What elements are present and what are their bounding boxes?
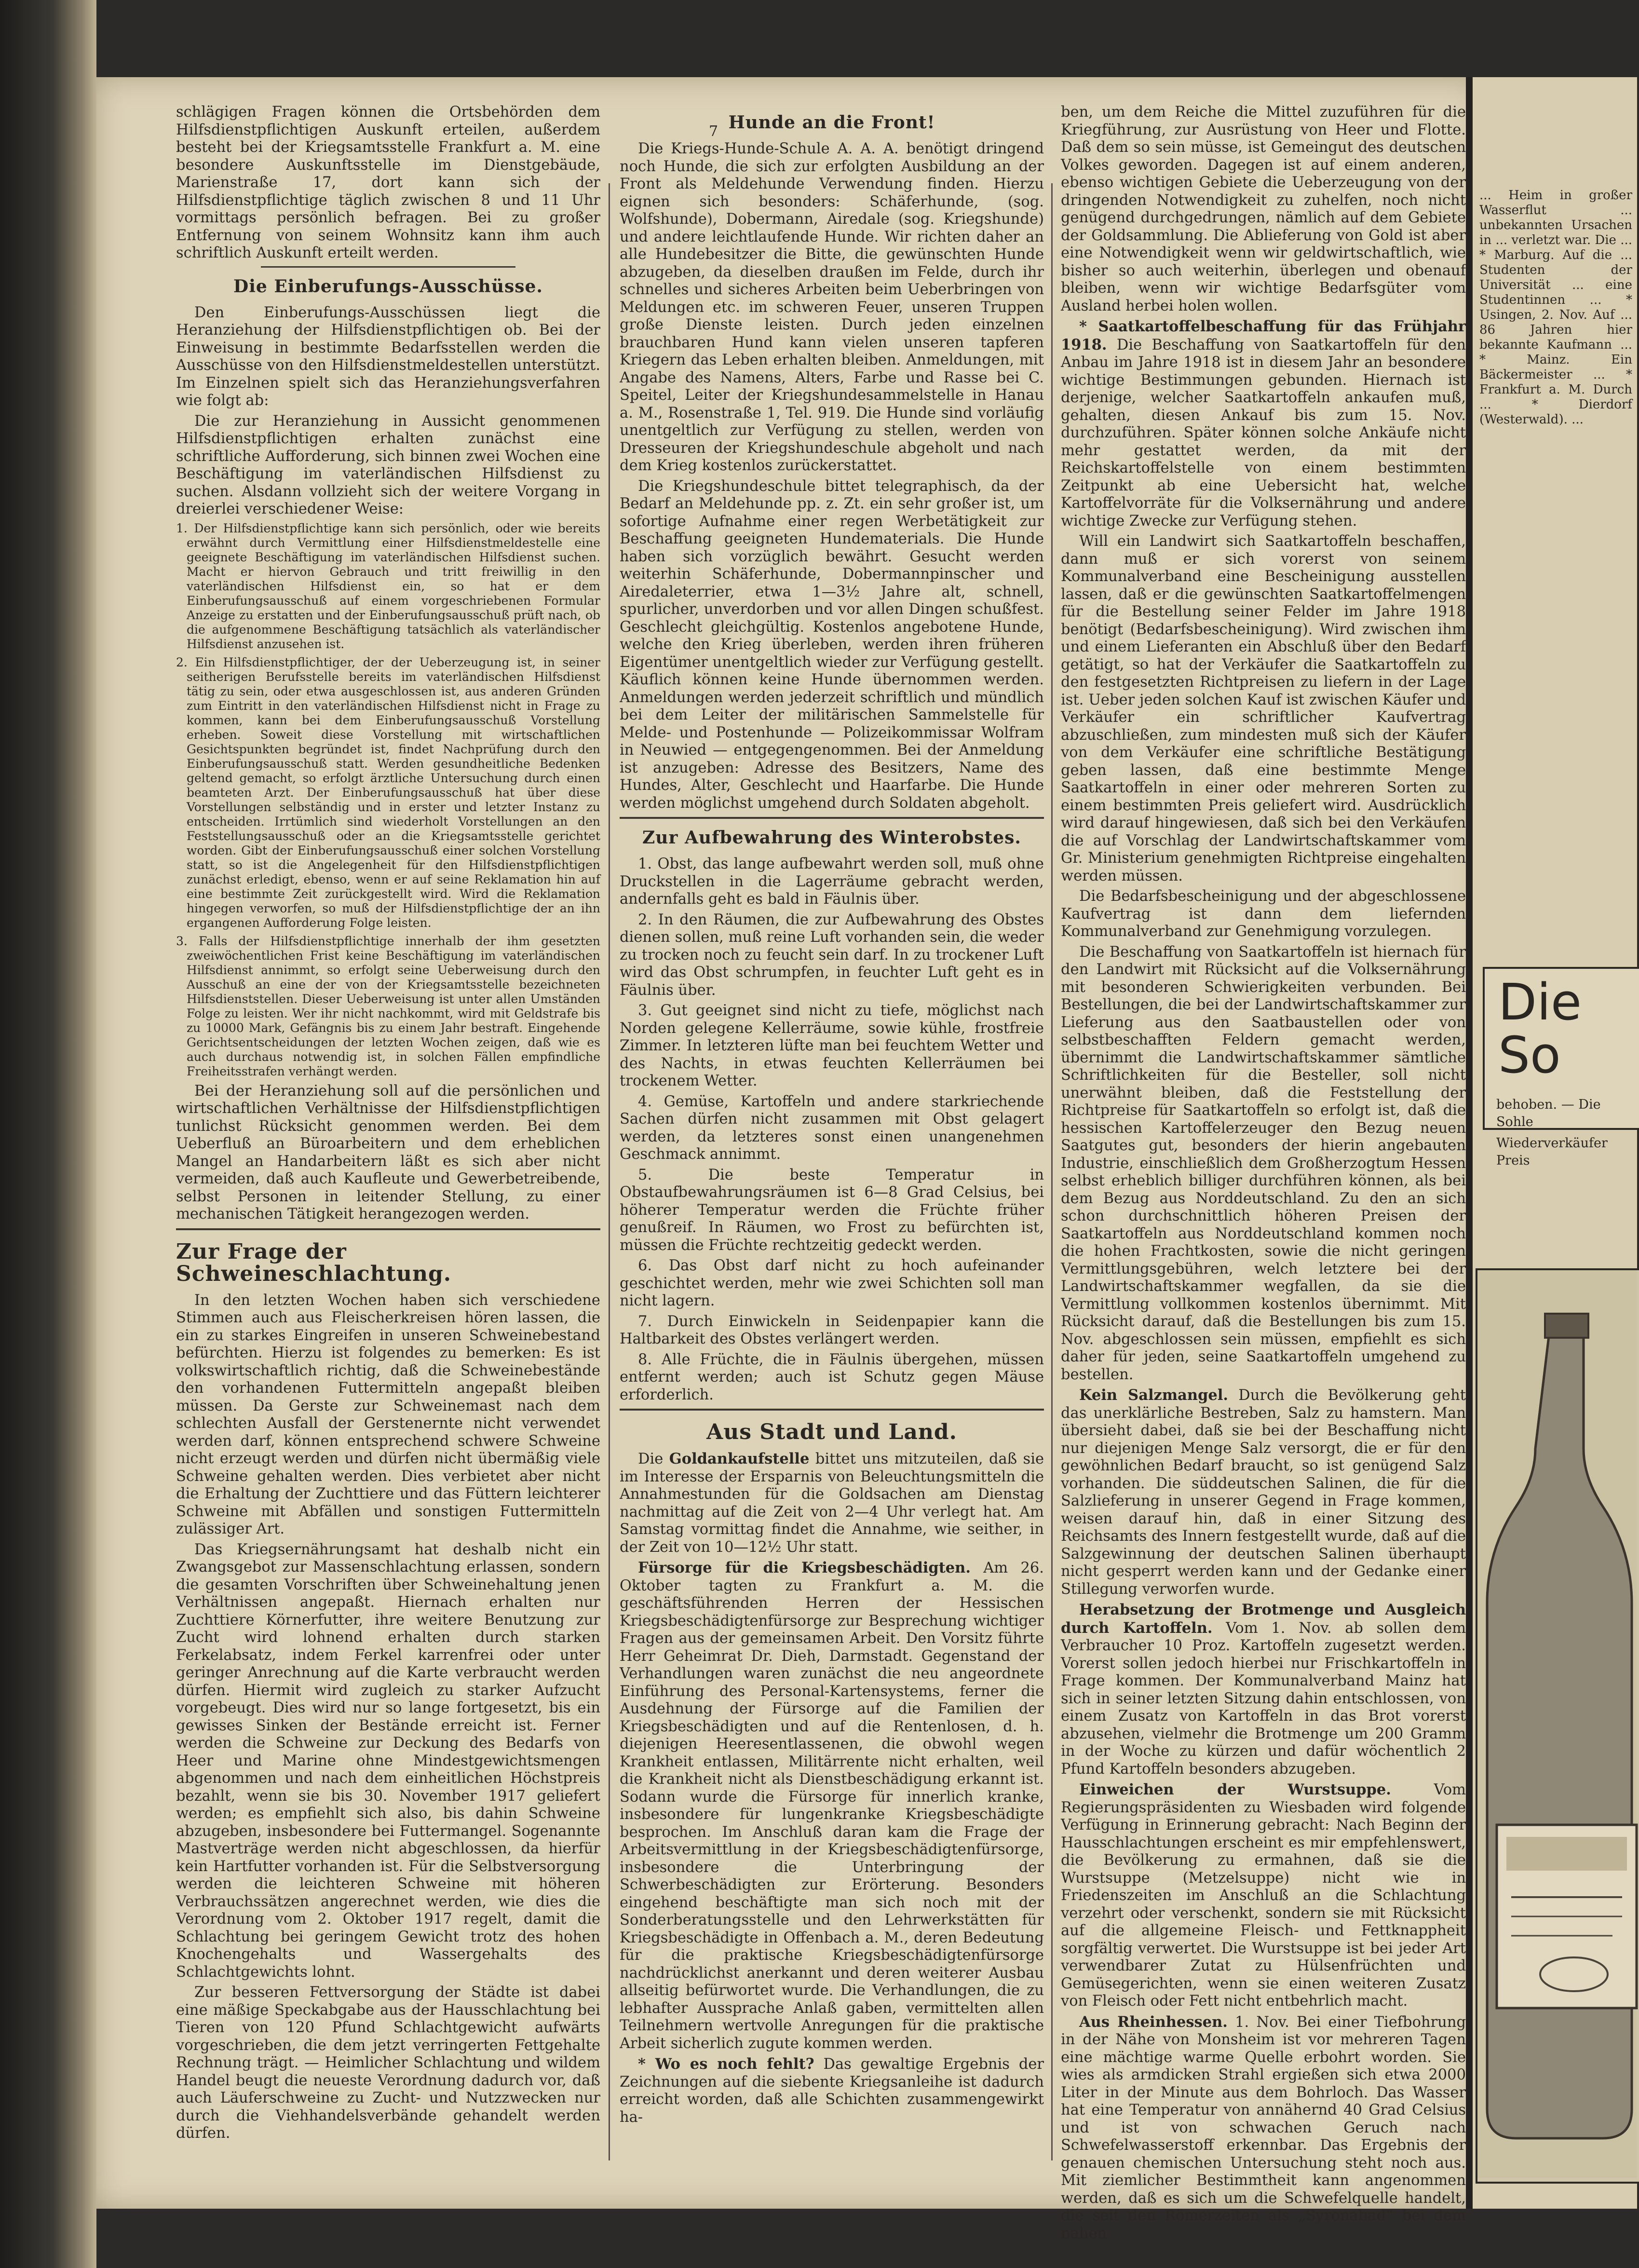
article-text: Das Kriegsernährungsamt hat deshalb nicht ein Zwangsgebot zur Massenschlachtung erlassen, sondern die gesamten Vorschriften über Schweinehaltung jenen Verhältnissen angepaßt. Hiernach erhalten nur Zuchttiere Körnerfutter, ihre weitere Benutzung zur Zucht wird lohnend erhalten durch starken Ferkelabsatz, indem Ferkel karrenfrei oder unter geringer Anrechnung auf die Karte verbraucht werden dürfen. Hiermit wird zugleich zu starker Aufzucht vorgebeugt. Dies wird nur so lange fortgesetzt, bis ein gewisses Sinken der Bestände erreicht ist. Ferner werden die Schweine zur Deckung des Bedarfs von Heer und Marine ohne Mindestgewichtsmengen abgenommen und nach dem einheitlichen Höchstpreis bezahlt, wenn sie bis 30. November 1917 geliefert werden; es empfiehlt sich also, bis dahin Schweine abzugeben, insbesondere bei Futtermangel. Sogenannte Mastverträge werden nicht abgeschlossen, da hierfür kein Hartfutter vorhanden ist. Für die Selbstversorgung werden die leichteren Schweine mit höheren Verbrauchssätzen angerechnet werden, wie dies die Verordnung vom 2. Oktober 1917 regelt, damit die Schlachtung bei geringem Gewicht trotz des hohen Knochengehalts und Wassergehalts des Schlachtgewichts lohnt. [176,1541,600,1981]
article-text: ben, um dem Reiche die Mittel zuzuführen für die Kriegführung, zur Ausrüstung von Heer und Flotte. Daß dem so sein müsse, ist Gemeingut des deutschen Volkes geworden. Dagegen ist auf einem anderen, ebenso wichtigen Gebiete die Ueberzeugung von der dringenden Notwendigkeit zu zuhelfen, noch nicht genügend durchgedrungen, nämlich auf dem Gebiete der Goldsammlung. Die Ablieferung von Gold ist aber eine Notwendigkeit wenn wir geldwirtschaftlich, wie bisher so auch weiterhin, überlegen und obenauf bleiben, wenn wir wichtige Bedarfsgüter vom Ausland herbei holen wollen. [1061,104,1466,314]
article-text: 5. Die beste Temperatur in Obstaufbewahrungsräumen ist 6—8 Grad Celsius, bei höherer Temperatur werden die Früchte früher genußreif. In Räumen, wo Frost zu befürchten ist, müssen die Früchte rechtzeitig gedeckt werden. [620,1166,1044,1254]
article-text: Die Goldankaufstelle bittet uns mitzuteilen, daß sie im Interesse der Ersparnis von Beleuchtungsmitteln die Annahmestunden für die Goldsachen am Dienstag nachmittag auf die Zeit von 2—4 Uhr verlegt hat. Am Samstag vormittag findet die Annahme, wie seither, in der Zeit von 10—12½ Uhr statt. [620,1450,1044,1556]
list-item: 2. Ein Hilfsdienstpflichtiger, der der Ueberzeugung ist, in seiner seitherigen Berufsstelle bereits im vaterländischen Hilfsdienst tätig zu sein, oder etwa ausgeschlossen ist, aus anderen Gründen zum Eintritt in den vaterländischen Hilfsdienst nicht in Frage zu kommen, kann bei dem Einberufungsausschuß Vorstellung erheben. Soweit diese Vorstellung mit wirtschaftlichen Gesichtspunkten begründet ist, findet Nachprüfung durch den Einberufungsausschuß statt. Werden gesundheitliche Bedenken geltend gemacht, so erfolgt ärztliche Untersuchung durch einen beamteten Arzt. Der Einberufungsausschuß hat über diese Vorstellungen selbständig und in erster und letzter Instanz zu entscheiden. Irrtümlich sind wiederholt Vorstellungen an den Feststellungsausschuß oder an die Kriegsamtsstelle gerichtet worden. Gibt der Einberufungsausschuß einer solchen Vorstellung statt, so ist die Angelegenheit für den Hilfsdienstpflichtigen zunächst erledigt, ebenso, wenn er auf seine Reklamation hin auf eine bestimmte Zeit zurückgestellt wird. Wird die Reklamation hingegen verworfen, so muß der Hilfsdienstpflichtige der an ihn ergangenen Aufforderung Folge leisten. [176,655,600,930]
advertisement-text: Wiederverkäufer Preis [1496,1136,1608,1168]
article-text: Die Beschaffung von Saatkartoffeln ist hiernach für den Landwirt mit Rücksicht auf die Volksernährung mit besonderen Schwierigkeiten verbunden. Bei Bestellungen, die bei der Landwirtschaftskammer zur Lieferung aus den Saatbaustellen oder von selbstbeschafften Feldern gemacht werden, übernimmt die Landwirtschaftskammer sämtliche Schriftlichkeiten für die Besteller, soll nicht unerwähnt bleiben, daß die Feststellung der Richtpreise für Saatkartoffeln so erfolgt ist, daß die hessischen Kartoffelerzeuger den Bezug neuen Saatgutes gut, besonders der hierin angebauten Industrie, einschließlich dem Großherzogtum Hessen selbst erheblich billiger durchführen können, als bei dem Bezug aus Norddeutschland. Zu den an sich schon durchschnittlich höheren Preisen der Saatkartoffeln aus Norddeutschland kommen noch die hohen Frachtkosten, sowie die nicht geringen Vermittlungsgebühren, welch letztere bei der Landwirtschaftskammer wegfallen, da sie die Vermittlung vollkommen kostenlos übernimmt. Mit Rücksicht darauf, daß die Bestellungen bis zum 15. Nov. abgeschlossen sein müssen, empfiehlt es sich daher für jeden, seine Saatkartoffeln umgehend zu bestellen. [1061,943,1466,1383]
advertisement-headline: Die So [1498,973,1582,1085]
article-text: 2. In den Räumen, die zur Aufbewahrung des Obstes dienen sollen, muß reine Luft vorhanden sein, die weder zu trocken noch zu feucht sein darf. In zu trockener Luft wird das Obst schrumpfen, in feuchter Luft geht es in Fäulnis über. [620,911,1044,999]
article-text: Den Einberufungs-Ausschüssen liegt die Heranziehung der Hilfsdienstpflichtigen ob. Bei der Einweisung in bestimmte Bedarfsstellen werden die Ausschüsse von den Hilfsdienstmeldestellen unterstützt. Im Einzelnen spielt sich das Heranziehungsverfahren wie folgt ab: [176,304,600,409]
article-heading: Aus Stadt und Land. [706,1420,957,1444]
bottle-illustration-icon [1477,1270,1637,2178]
article-text: Zur besseren Fettversorgung der Städte ist dabei eine mäßige Speckabgabe aus der Hausschlachtung bei Tieren von 120 Pfund Schlachtgewicht aufwärts vorgeschrieben, die dem jetzt verringerten Fettgehalte Rechnung trägt. — Heimlicher Schlachtung und wildem Handel beugt die neueste Verordnung dadurch vor, daß auch Läuferschweine zu Zucht- und Nutzzwecken nur durch die Viehhandelsverbände gehandelt werden dürfen. [176,1984,600,2142]
article-heading: Zur Frage der Schweineschlachtung. [176,1239,452,1286]
article-text: 4. Gemüse, Kartoffeln und andere starkriechende Sachen dürfen nicht zusammen mit Obst gelagert werden, da letzteres sonst einen unangenehmen Geschmack annimmt. [620,1093,1044,1163]
advertisement-text: behoben. — Die Sohle [1496,1097,1601,1129]
binding-shadow [0,0,96,2268]
article-text: In den letzten Wochen haben sich verschiedene Stimmen auch aus Fleischerkreisen hören lassen, die ein zu starkes Eingreifen in unseren Schweinebestand befürchten. Hierzu ist folgendes zu bemerken: Es ist volkswirtschaftlich richtig, daß die Schweinebestände den vorhandenen Futtermitteln angepaßt bleiben müssen. Da Gerste zur Schweinemast nach dem schlechten Ausfall der Gerstenernte nicht verwendet werden darf, können entsprechend schwere Schweine nicht erzeugt werden und dürfen nicht übermäßig viele Schweine gehalten werden. Dies verbietet aber nicht die Erhaltung der Zuchttiere und das Füttern leichterer Schweine mit Abfällen und sonstigen Futtermitteln zulässiger Art. [176,1291,600,1537]
article-heading: Zur Aufbewahrung des Winterobstes. [642,828,1021,848]
divider [176,1228,600,1230]
column-rule [609,183,610,2160]
article-text: Kein Salzmangel. Durch die Bevölkerung geht das unerklärliche Bestreben, Salz zu hamstern. Man übersieht dabei, daß sie bei der Beschaffung nicht nur diejenigen Menge Salz versorgt, die er für den gewöhnlichen Bedarf braucht, so ist genügend Salz vorhanden. Die süddeutschen Salinen, die für die Salzlieferung in unserer Gegend in Frage kommen, weisen darauf hin, daß in einer Sitzung des Reichsamts des Innern festgestellt wurde, daß auf die Salzgewinnung der deutschen Salinen überhaupt nicht gesperrt werden kann und der Gedanke einer Stillegung verworfen wurde. [1061,1386,1466,1598]
article-text: 3. Gut geeignet sind nicht zu tiefe, möglichst nach Norden gelegene Kellerräume, sowie kühle, frostfreie Zimmer. In letzteren lüfte man bei feuchtem Wetter und des Nachts, in etwas feuchten Kellerräumen bei trockenem Wetter. [620,1002,1044,1089]
article-text: * Saatkartoffelbeschaffung für das Frühjahr 1918. Die Beschaffung von Saatkartoffeln für den Anbau im Jahre 1918 ist in diesem Jahr an besondere wichtige Bestimmungen gebunden. Hiernach ist derjenige, welcher Saatkartoffeln ankaufen muß, gehalten, diesen Ankauf bis zum 15. Nov. durchzuführen. Später können solche Ankäufe nicht mehr gestattet werden, da mit der Reichskartoffelstelle von einem bestimmten Zeitpunkt ab eine Uebersicht hat, welche Kartoffelvorräte für die Volksernährung und andere wichtige Zwecke zur Verfügung stehen. [1061,318,1466,530]
article-text: Fürsorge für die Kriegsbeschädigten. Am 26. Oktober tagten zu Frankfurt a. M. die geschäftsführenden Herren der Hessischen Kriegsbeschädigtenfürsorge zur Besprechung wichtiger Fragen aus der gemeinsamen Arbeit. Den Vorsitz führte Herr Geheimrat Dr. Dieh, Darmstadt. Gegenstand der Verhandlungen waren zunächst die neu angeordnete Einführung des Personal-Kartensystems, ferner die Ausdehnung der Fürsorge auf die Familien der Kriegsbeschädigten und auf die Rentenlosen, d. h. diejenigen Heeresentlassenen, die obwohl wegen Krankheit entlassen, Militärrente nicht erhalten, weil die Krankheit nicht als Dienstbeschädigung erkannt ist. Sodann wurde die Fürsorge für innerlich kranke, insbesondere für lungenkranke Kriegsbeschädigte besprochen. Im Anschluß daran kam die Frage der Arbeitsvermittlung in der Kriegsbeschädigtenfürsorge, insbesondere die Unterbringung der Schwerbeschädigten zur Erörterung. Besonders eingehend beschäftigte man sich noch mit der Sonderberatungsstelle und den Lehrwerkstätten für Kriegsbeschädigte in Offenbach a. M., deren Bedeutung für die praktische Kriegsbeschädigtenfürsorge nachdrücklichst anerkannt und deren weiterer Ausbau allseitig befürwortet wurde. Die Verhandlungen, die zu lebhafter Aussprache Anlaß gaben, vermittelten allen Teilnehmern wertvolle Anregungen für die praktische Arbeit sicherlich zugute kommen werden. [620,1559,1044,2052]
article-text: Einweichen der Wurstsuppe. Vom Regierungspräsidenten zu Wiesbaden wird folgende Verfügung in Erinnerung gebracht: Nach Beginn der Hausschlachtungen erscheint es mir empfehlenswert, die Bevölkerung zu ermahnen, daß sie die Wurstsuppe (Metzelsuppe) nicht wie in Friedenszeiten im Anschluß an die Schlachtung verzehrt oder verschenkt, sondern sie mit Rücksicht auf die allgemeine Fleisch- und Fettknappheit sorgfältig verwertet. Die Wurstsuppe ist bei jeder Art verwendbarer Zutat zu Hülsenfrüchten und Gemüsegerichten, wenn sie einen weiteren Zusatz von Fleisch oder Fett nicht entbehrlich macht. [1061,1781,1466,2010]
page-number: 7 [709,123,718,140]
article-text: Die Kriegs-Hunde-Schule A. A. A. benötigt dringend noch Hunde, die sich zur erfolgten Ausbildung an der Front als Meldehunde Verwendung finden. Hierzu eignen sich besonders: Schäferhunde, (sog. Wolfshunde), Dobermann, Airedale (sog. Kriegshunde) und andere leichtlaufende Hunde. Wir richten daher an alle Hundebesitzer die Bitte, die gewünschten Hunde abzugeben, da dieselben draußen im Felde, durch ihr schnelles und sicheres Arbeiten beim Ueberbringen von Meldungen etc. im schweren Feuer, unseren Truppen große Dienste leisten. Durch jeden einzelnen brauchbaren Hund kann vielen unseren tapferen Kriegern das Leben erhalten bleiben. Anmeldungen, mit Angabe des Namens, Alters, Farbe und Rasse bei C. Speitel, Leiter der Kriegshundesammelstelle in Hanau a. M., Rosenstraße 1, Tel. 919. Die Hunde sind vorläufig unentgeltlich zur Verfügung zu stellen, werden von Dresseuren der Kriegshundeschule abgeholt und nach dem Krieg kostenlos zurückerstattet. [620,140,1044,474]
adjacent-page-text: ... Heim in großer Wasserflut ... unbekannten Ursachen in ... verletzt war. Die ... * Marburg. Auf die ... Studenten der Universität ... eine Studentinnen ... * Usingen, 2. Nov. Auf ... 86 Jahren hier bekannte Kaufmann ... * Mainz. Ein Bäckermeister ... * Frankfurt a. M. Durch ... * Dierdorf (Westerwald). ... [1479,188,1632,427]
column-rule [1051,183,1053,2160]
bottle-advertisement [1476,1268,1639,2184]
article-text: 1. Obst, das lange aufbewahrt werden soll, muß ohne Druckstellen in die Lagerräume gebracht werden, andernfalls geht es bald in Fäulnis über. [620,856,1044,908]
divider [620,817,1044,819]
article-text: Die Kriegshundeschule bittet telegraphisch, da der Bedarf an Meldehunde pp. z. Zt. ein sehr großer ist, um sofortige Aufnahme einer regen Werbetätigkeit zur Beschaffung geeigneten Hundematerials. Die Hunde haben sich vorzüglich bewährt. Gesucht werden weiterhin Schäferhunde, Dobermannpinscher und Airedaleterrier, etwa 1—3½ Jahre alt, schnell, spurlicher, unverdorben und vor allen Dingen schußfest. Geschlecht gleichgültig. Kostenlos angebotene Hunde, welche den Krieg überleben, werden ihren früheren Eigentümer unentgeltlich wieder zur Verfügung gestellt. Käuflich können keine Hunde übernommen werden. Anmeldungen werden jederzeit schriftlich und mündlich bei dem Leiter der militärischen Sammelstelle für Melde- und Postenhunde — Polizeikommissar Wolfram in Neuwied — entgegengenommen. Bei der Anmeldung ist anzugeben: Adresse des Besitzers, Name des Hundes, Alter, Geschlecht und Haarfarbe. Die Hunde werden möglichst umgehend durch Soldaten abgeholt. [620,477,1044,812]
column-3 [1061,104,1466,2242]
article-text: Die zur Heranziehung in Aussicht genommenen Hilfsdienstpflichtigen erhalten zunächst eine schriftliche Aufforderung, sich binnen zwei Wochen eine Beschäftigung im vaterländischen Hilfsdienst zu suchen. Alsdann vollzieht sich der weitere Vorgang in dreierlei verschiedener Weise: [176,412,600,517]
article-text: 8. Alle Früchte, die in Fäulnis übergehen, müssen entfernt werden; auch ist Schutz gegen Mäuse erforderlich. [620,1351,1044,1403]
article-text: 7. Durch Einwickeln in Seidenpapier kann die Haltbarkeit des Obstes verlängert werden. [620,1313,1044,1347]
article-text: * Wo es noch fehlt? Das gewaltige Ergebnis der Zeichnungen auf die siebente Kriegsanleihe ist dadurch erreicht worden, daß alle Schichten zusammengewirkt ha- [620,2055,1044,2126]
column-1 [176,104,600,2158]
list-item: 3. Falls der Hilfsdienstpflichtige innerhalb der ihm gesetzten zweiwöchentlichen Frist keine Beschäftigung im vaterländischen Hilfsdienst annimmt, so erfolgt seine Ueberweisung durch den Ausschuß an eine der von der Kriegsamtsstelle bezeichneten Hilfsdienststellen. Dieser Ueberweisung ist unter allen Umständen Folge zu leisten. Wer ihr nicht nachkommt, wird mit Geldstrafe bis zu 10000 Mark, Gefängnis bis zu einem Jahr bestraft. Eingehende Gerichtsentscheidungen der letzten Wochen zeigen, daß wie es auch durchaus notwendig ist, in solchen Fällen empfindliche Freiheitsstrafen verhängt werden. [176,934,600,1078]
article-text: Bei der Heranziehung soll auf die persönlichen und wirtschaftlichen Verhältnisse der Hilfsdienstpflichtigen tunlichst Rücksicht genommen werden. Bei dem Ueberfluß an Büroarbeitern und dem erheblichen Mangel an Handarbeitern läßt es sich aber nicht vermeiden, daß auch Kaufleute und Gewerbetreibende, selbst Personen in leitender Stellung, zu einer mechanischen Tätigkeit herangezogen werden. [176,1082,600,1222]
divider [261,266,515,268]
article-text: 6. Das Obst darf nicht zu hoch aufeinander geschichtet werden, mehr wie zwei Schichten soll man nicht lagern. [620,1257,1044,1309]
list-item: 1. Der Hilfsdienstpflichtige kann sich persönlich, oder wie bereits erwähnt durch Vermittlung einer Hilfsdienstmeldestelle eine geeignete Beschäftigung im vaterländischen Hilfsdienst suchen. Macht er hiervon Gebrauch und tritt freiwillig in den vaterländischen Hilfsdienst ein, so hat er dem Einberufungsausschuß auf einem vorgeschriebenen Formular Anzeige zu erstatten und der Einberufungsausschuß prüft nach, ob die aufgenommene Beschäftigung tatsächlich als vaterländischer Hilfsdienst anzusehen ist. [176,521,600,651]
article-heading: Die Einberufungs-Ausschüsse. [233,276,543,297]
article-text: schlägigen Fragen können die Ortsbehörden dem Hilfsdienstpflichtigen Auskunft erteilen, außerdem besteht bei der Kriegsamtsstelle Frankfurt a. M. eine besondere Auskunftsstelle im Dienstgebäude, Marienstraße 17, dort kann sich der Hilfsdienstpflichtige täglich zwischen 8 und 11 Uhr vormittags persönlich befragen. Bei zu großer Entfernung von seinem Wohnsitz kann ihm auch schriftlich Auskunft erteilt werden. [176,104,600,261]
divider [620,1409,1044,1411]
article-text: Will ein Landwirt sich Saatkartoffeln beschaffen, dann muß er sich vorerst von seinem Kommunalverband eine Bescheinigung ausstellen lassen, daß er die gewünschten Saatkartoffelmengen für die Bestellung seiner Felder im Jahre 1918 benötigt (Bedarfsbescheinigung). Wird zwischen ihm und einem Lieferanten ein Abschluß über den Bedarf getätigt, so hat der Verkäufer die Saatkartoffeln zu den festgesetzten Richtpreisen zu liefern in der Lage ist. Ueber jeden solchen Kauf ist zwischen Käufer und Verkäufer ein schriftlicher Kaufvertrag abzuschließen, zum mindesten muß sich der Käufer von dem Verkäufer eine schriftliche Bestätigung geben lassen, daß eine bestimmte Menge Saatkartoffeln in einer oder mehreren Sorten zu einem bestimmten Preis geliefert wird. Ausdrücklich wird darauf hingewiesen, daß sich bei den Verkäufen die auf Vorschlag der Landwirtschaftskammer vom Gr. Ministerium genehmigten Richtpreise eingehalten werden müssen. [1061,533,1466,884]
column-2 [620,104,1044,2158]
article-text: Die Bedarfsbescheinigung und der abgeschlossene Kaufvertrag ist dann dem liefernden Kommunalverband zur Genehmigung vorzulegen. [1061,888,1466,940]
advertisement-box [1483,967,1639,1168]
article-heading: Hunde an die Front! [728,112,935,133]
article-text: Herabsetzung der Brotmenge und Ausgleich durch Kartoffeln. Vom 1. Nov. ab sollen dem Verbraucher 10 Proz. Kartoffeln zugesetzt werden. Vorerst sollen jedoch hierbei nur Frischkartoffeln in Frage kommen. Der Kommunalverband Mainz hat sich in seiner letzten Sitzung dahin entschlossen, von einem Zusatz von Kartoffeln in das Brot vorerst abzusehen, vielmehr die Brotmenge um 200 Gramm in der Woche zu kürzen und dafür wöchentlich 2 Pfund Kartoffeln besonders abzugeben. [1061,1601,1466,1778]
article-text: Aus Rheinhessen. 1. Nov. Bei einer Tiefbohrung in der Nähe von Monsheim ist vor mehreren Tagen eine mächtige warme Quelle erbohrt worden. Sie wies als armdicken Strahl ergießen sich etwa 2000 Liter in der Minute aus dem Bohrloch. Das Wasser hat eine Temperatur von annähernd 40 Grad Celsius und ist von schwachen Geruch nach Schwefelwasserstoff erkennbar. Das Ergebnis der genauen chemischen Untersuchung steht noch aus. Mit ziemlicher Bestimmtheit kann angenommen werden, daß es sich um die Schwefelquelle handelt, die seit den Römerzeiten als „Syronabad“ bei dem nahen [1061,2013,1466,2242]
